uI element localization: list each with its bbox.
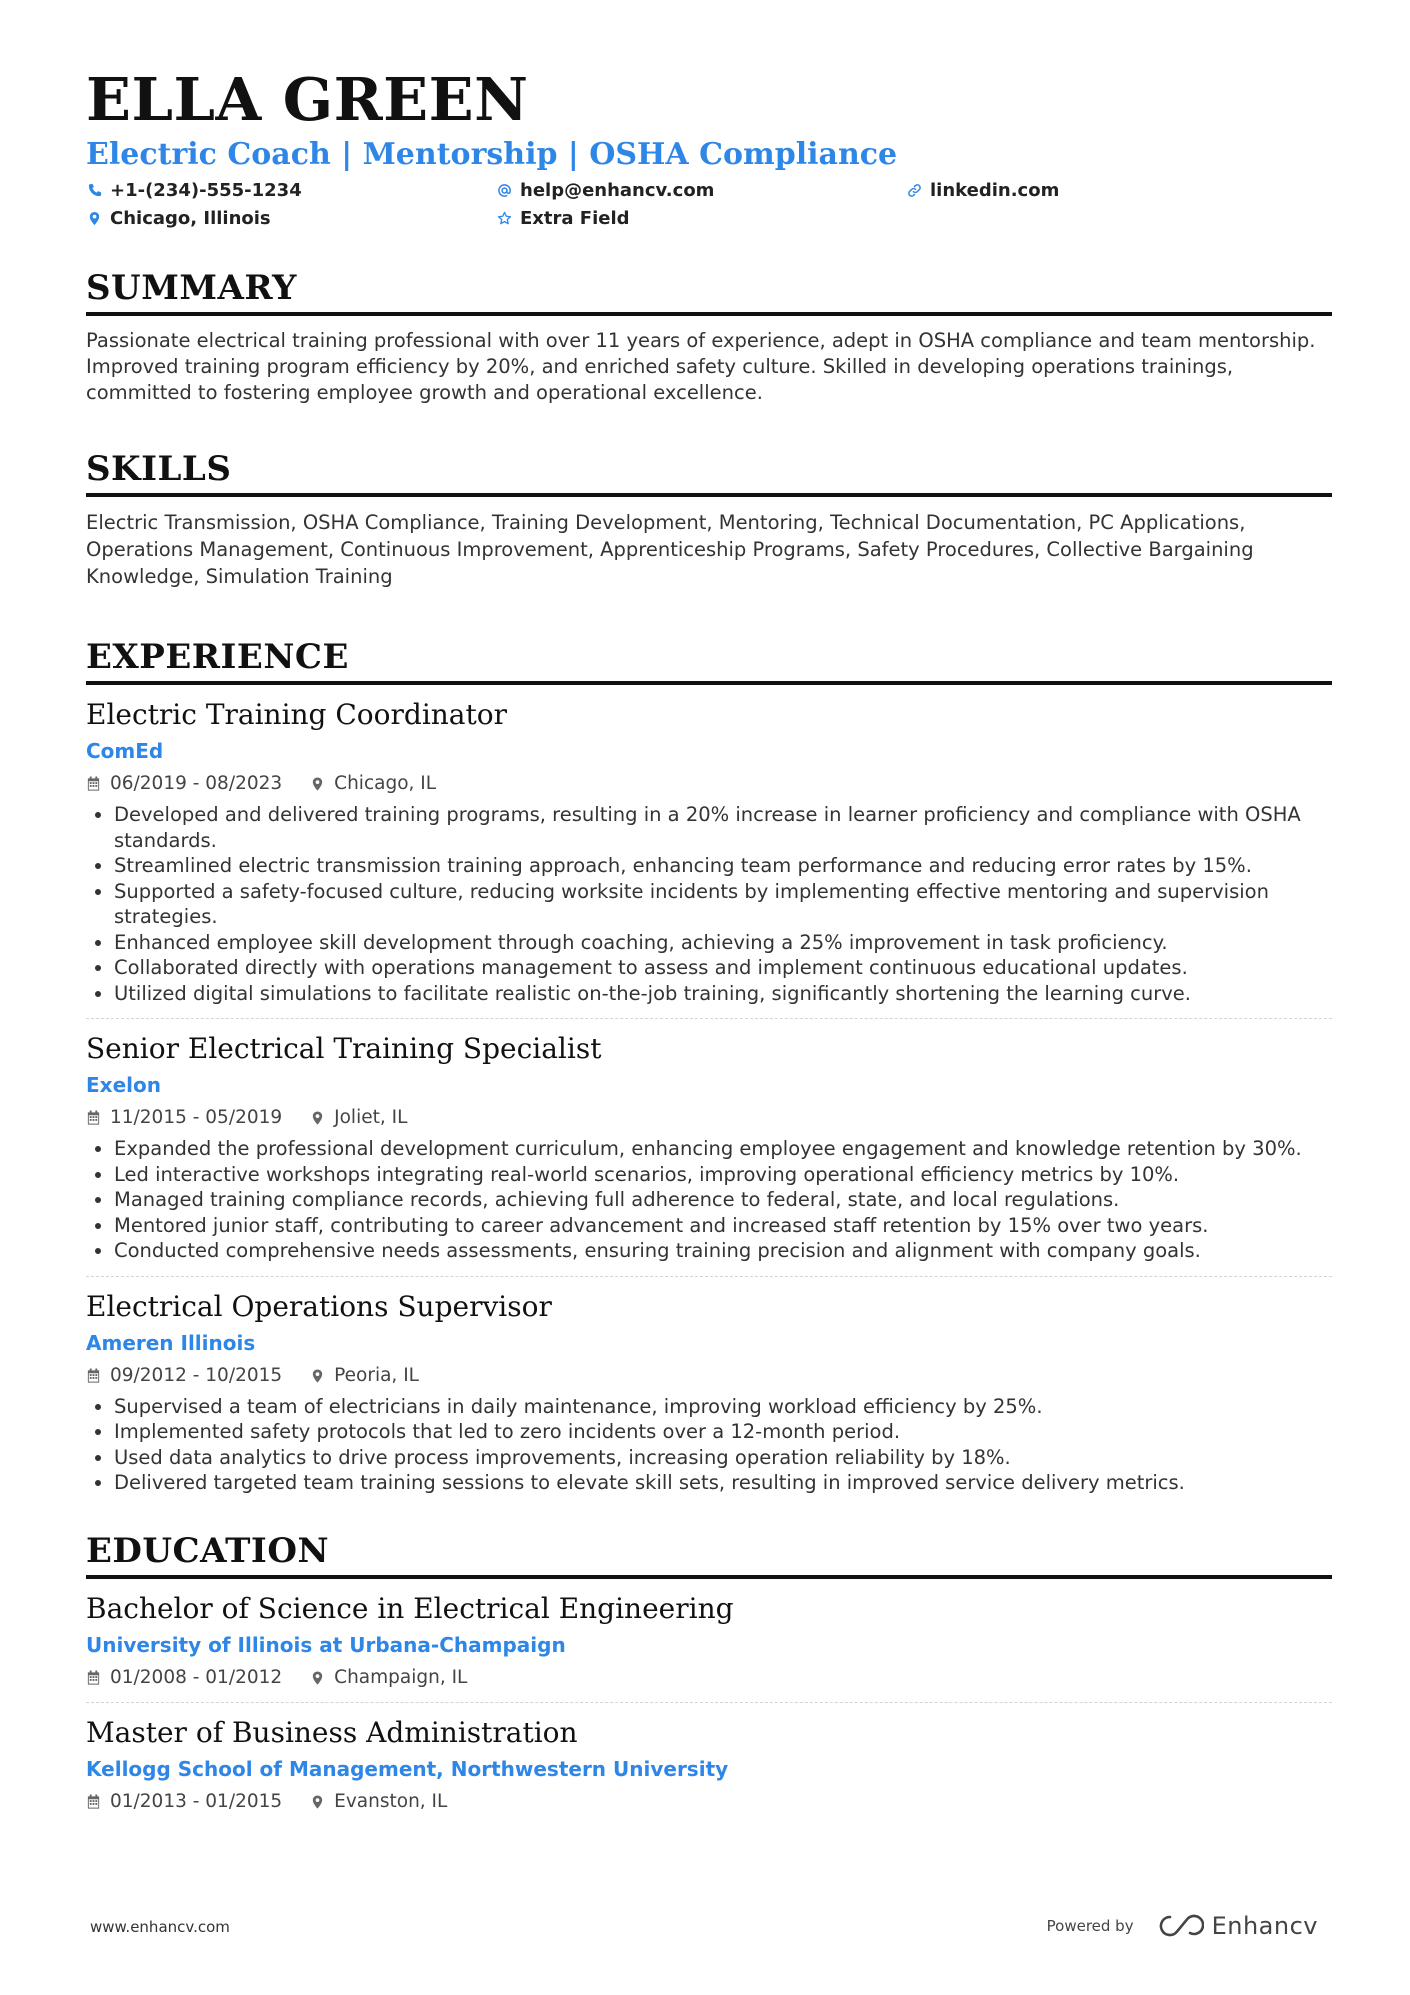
date-range: 01/2013 - 01/2015 [110,1791,283,1813]
job-meta [86,1364,1332,1388]
location-text: Joliet, IL [334,1107,408,1129]
experience-entry [86,1289,1332,1508]
candidate-name: ELLA GREEN [86,65,529,134]
achievement-item: • Streamlined electric transmission training approach, enhancing team performance and reducing error rates by 15%. [114,853,1332,879]
summary-section [86,269,1332,406]
achievement-item: • Supervised a team of electricians in daily maintenance, improving workload efficiency by 25%. [114,1394,1332,1420]
company-name: ComEd [86,739,164,764]
school-name: Kellogg School of Management, Northwestern University [86,1757,729,1782]
contact-extra-field [496,207,906,229]
school-name: University of Illinois at Urbana-Champaign [86,1633,566,1658]
footer-branding [1047,1912,1318,1940]
location-pin-icon [310,1368,325,1384]
achievement-item: • Utilized digital simulations to facilitate realistic on-the-job training, significantly shortening the learning curve. [114,981,1332,1007]
calendar-icon [86,1110,101,1126]
calendar-icon [86,776,101,792]
education-entry [86,1591,1332,1703]
phone-icon [86,182,102,198]
company-name: Ameren Illinois [86,1330,256,1355]
section-title-summary: SUMMARY [86,268,297,308]
education-meta [86,1666,1332,1690]
skills-section [86,450,1332,590]
date-range: 01/2008 - 01/2012 [110,1667,283,1689]
location-text: Champaign, IL [334,1667,468,1689]
achievement-item: • Delivered targeted team training sessions to elevate skill sets, resulting in improved service delivery metrics. [114,1470,1332,1496]
resume-page [86,65,1332,1826]
job-location [310,1106,407,1130]
contact-email[interactable] [496,179,906,201]
location-pin-icon [310,776,325,792]
enhancv-logo[interactable] [1156,1912,1318,1940]
job-location [310,1364,419,1388]
company-name: Exelon [86,1073,161,1098]
job-title: Electrical Operations Supervisor [86,1289,552,1323]
job-meta [86,1106,1332,1130]
location-pin-icon [310,1670,325,1686]
section-divider [86,1575,1332,1579]
achievement-list [86,802,1332,1006]
education-location [310,1666,467,1690]
achievement-item: • Managed training compliance records, achieving full adherence to federal, state, and local regulations. [114,1187,1332,1213]
contact-location [86,207,496,229]
job-location [310,772,436,796]
section-title-skills: SKILLS [86,449,232,490]
achievement-item: • Enhanced employee skill development through coaching, achieving a 25% improvement in task proficiency. [114,930,1332,956]
calendar-icon [86,1368,101,1384]
achievement-item: • Led interactive workshops integrating real-world scenarios, improving operational efficiency metrics by 10%. [114,1162,1332,1188]
headline: Electric Coach | Mentorship | OSHA Compliance [86,137,898,172]
achievement-item: • Implemented safety protocols that led to zero incidents over a 12-month period. [114,1419,1332,1445]
location-text: Chicago, IL [334,773,437,795]
section-divider [86,681,1332,685]
contact-info [86,179,1332,229]
section-title-experience: EXPERIENCE [86,637,349,678]
achievement-list [86,1394,1332,1496]
education-dates [86,1790,282,1814]
achievement-item: • Developed and delivered training programs, resulting in a 20% increase in learner proficiency and compliance with OSHA standards. [114,802,1332,853]
linkedin-text: linkedin.com [930,179,1060,201]
experience-section [86,638,1332,1508]
powered-by-label: Powered by [1046,1917,1134,1935]
brand-name: Enhancv [1211,1912,1318,1940]
contact-phone [86,179,496,201]
job-title: Senior Electrical Training Specialist [86,1032,602,1066]
education-meta [86,1790,1332,1814]
job-meta [86,772,1332,796]
contact-linkedin[interactable] [906,179,1326,201]
education-dates [86,1666,282,1690]
footer-website-link[interactable]: www.enhancv.com [90,1918,230,1936]
calendar-icon [86,1794,101,1810]
job-dates [86,1106,282,1130]
skills-text: Electric Transmission, OSHA Compliance, Training Development, Mentoring, Technical Documentation, PC Applications, Operations Management, Continuous Improvement, Apprenticeship Programs, Safety Procedures, Collective Bargaining Knowledge, Simulation Training [86,511,1254,589]
location-text: Evanston, IL [334,1791,448,1813]
location-pin-icon [310,1794,325,1810]
job-dates [86,1364,282,1388]
education-entry [86,1715,1332,1826]
summary-text: Passionate electrical training professional with over 11 years of experience, adept in OSHA compliance and team mentorship. Improved training program efficiency by 20%, and enriched safety culture. Skilled in developing operations trainings, committed to fostering employee growth and operational excellence. [86,329,1316,405]
star-icon [496,210,512,226]
calendar-icon [86,1670,101,1686]
phone-text: +1-(234)-555-1234 [110,179,302,201]
degree-title: Bachelor of Science in Electrical Engineering [86,1592,734,1626]
date-range: 09/2012 - 10/2015 [110,1364,283,1386]
location-pin-icon [310,1110,325,1126]
achievement-item: • Conducted comprehensive needs assessments, ensuring training precision and alignment with company goals. [114,1238,1332,1264]
footer [90,1912,1330,1952]
achievement-item: • Supported a safety-focused culture, reducing worksite incidents by implementing effective mentoring and supervision strategies. [114,879,1332,930]
job-dates [86,772,282,796]
section-title-education: EDUCATION [86,1530,330,1571]
experience-entry [86,697,1332,1019]
job-title: Electric Training Coordinator [86,698,507,732]
section-divider [86,312,1332,316]
enhancv-logo-icon [1156,1913,1204,1939]
achievement-item: • Collaborated directly with operations management to assess and implement continuous educational updates. [114,955,1332,981]
experience-entry [86,1031,1332,1277]
achievement-item: • Mentored junior staff, contributing to career advancement and increased staff retention by 15% over two years. [114,1213,1332,1239]
link-icon [906,182,922,198]
achievement-list [86,1136,1332,1264]
achievement-item: • Expanded the professional development curriculum, enhancing employee engagement and knowledge retention by 30%. [114,1136,1332,1162]
at-icon [496,182,512,198]
location-text: Peoria, IL [334,1364,419,1386]
date-range: 11/2015 - 05/2019 [110,1107,283,1129]
education-section [86,1532,1332,1826]
achievement-item: • Used data analytics to drive process improvements, increasing operation reliability by 18%. [114,1445,1332,1471]
email-text: help@enhancv.com [520,179,715,201]
section-divider [86,493,1332,497]
education-location [310,1790,447,1814]
location-pin-icon [86,210,102,226]
degree-title: Master of Business Administration [86,1716,578,1750]
date-range: 06/2019 - 08/2023 [110,773,283,795]
extra-field-text: Extra Field [520,207,630,229]
location-text: Chicago, Illinois [110,207,271,229]
